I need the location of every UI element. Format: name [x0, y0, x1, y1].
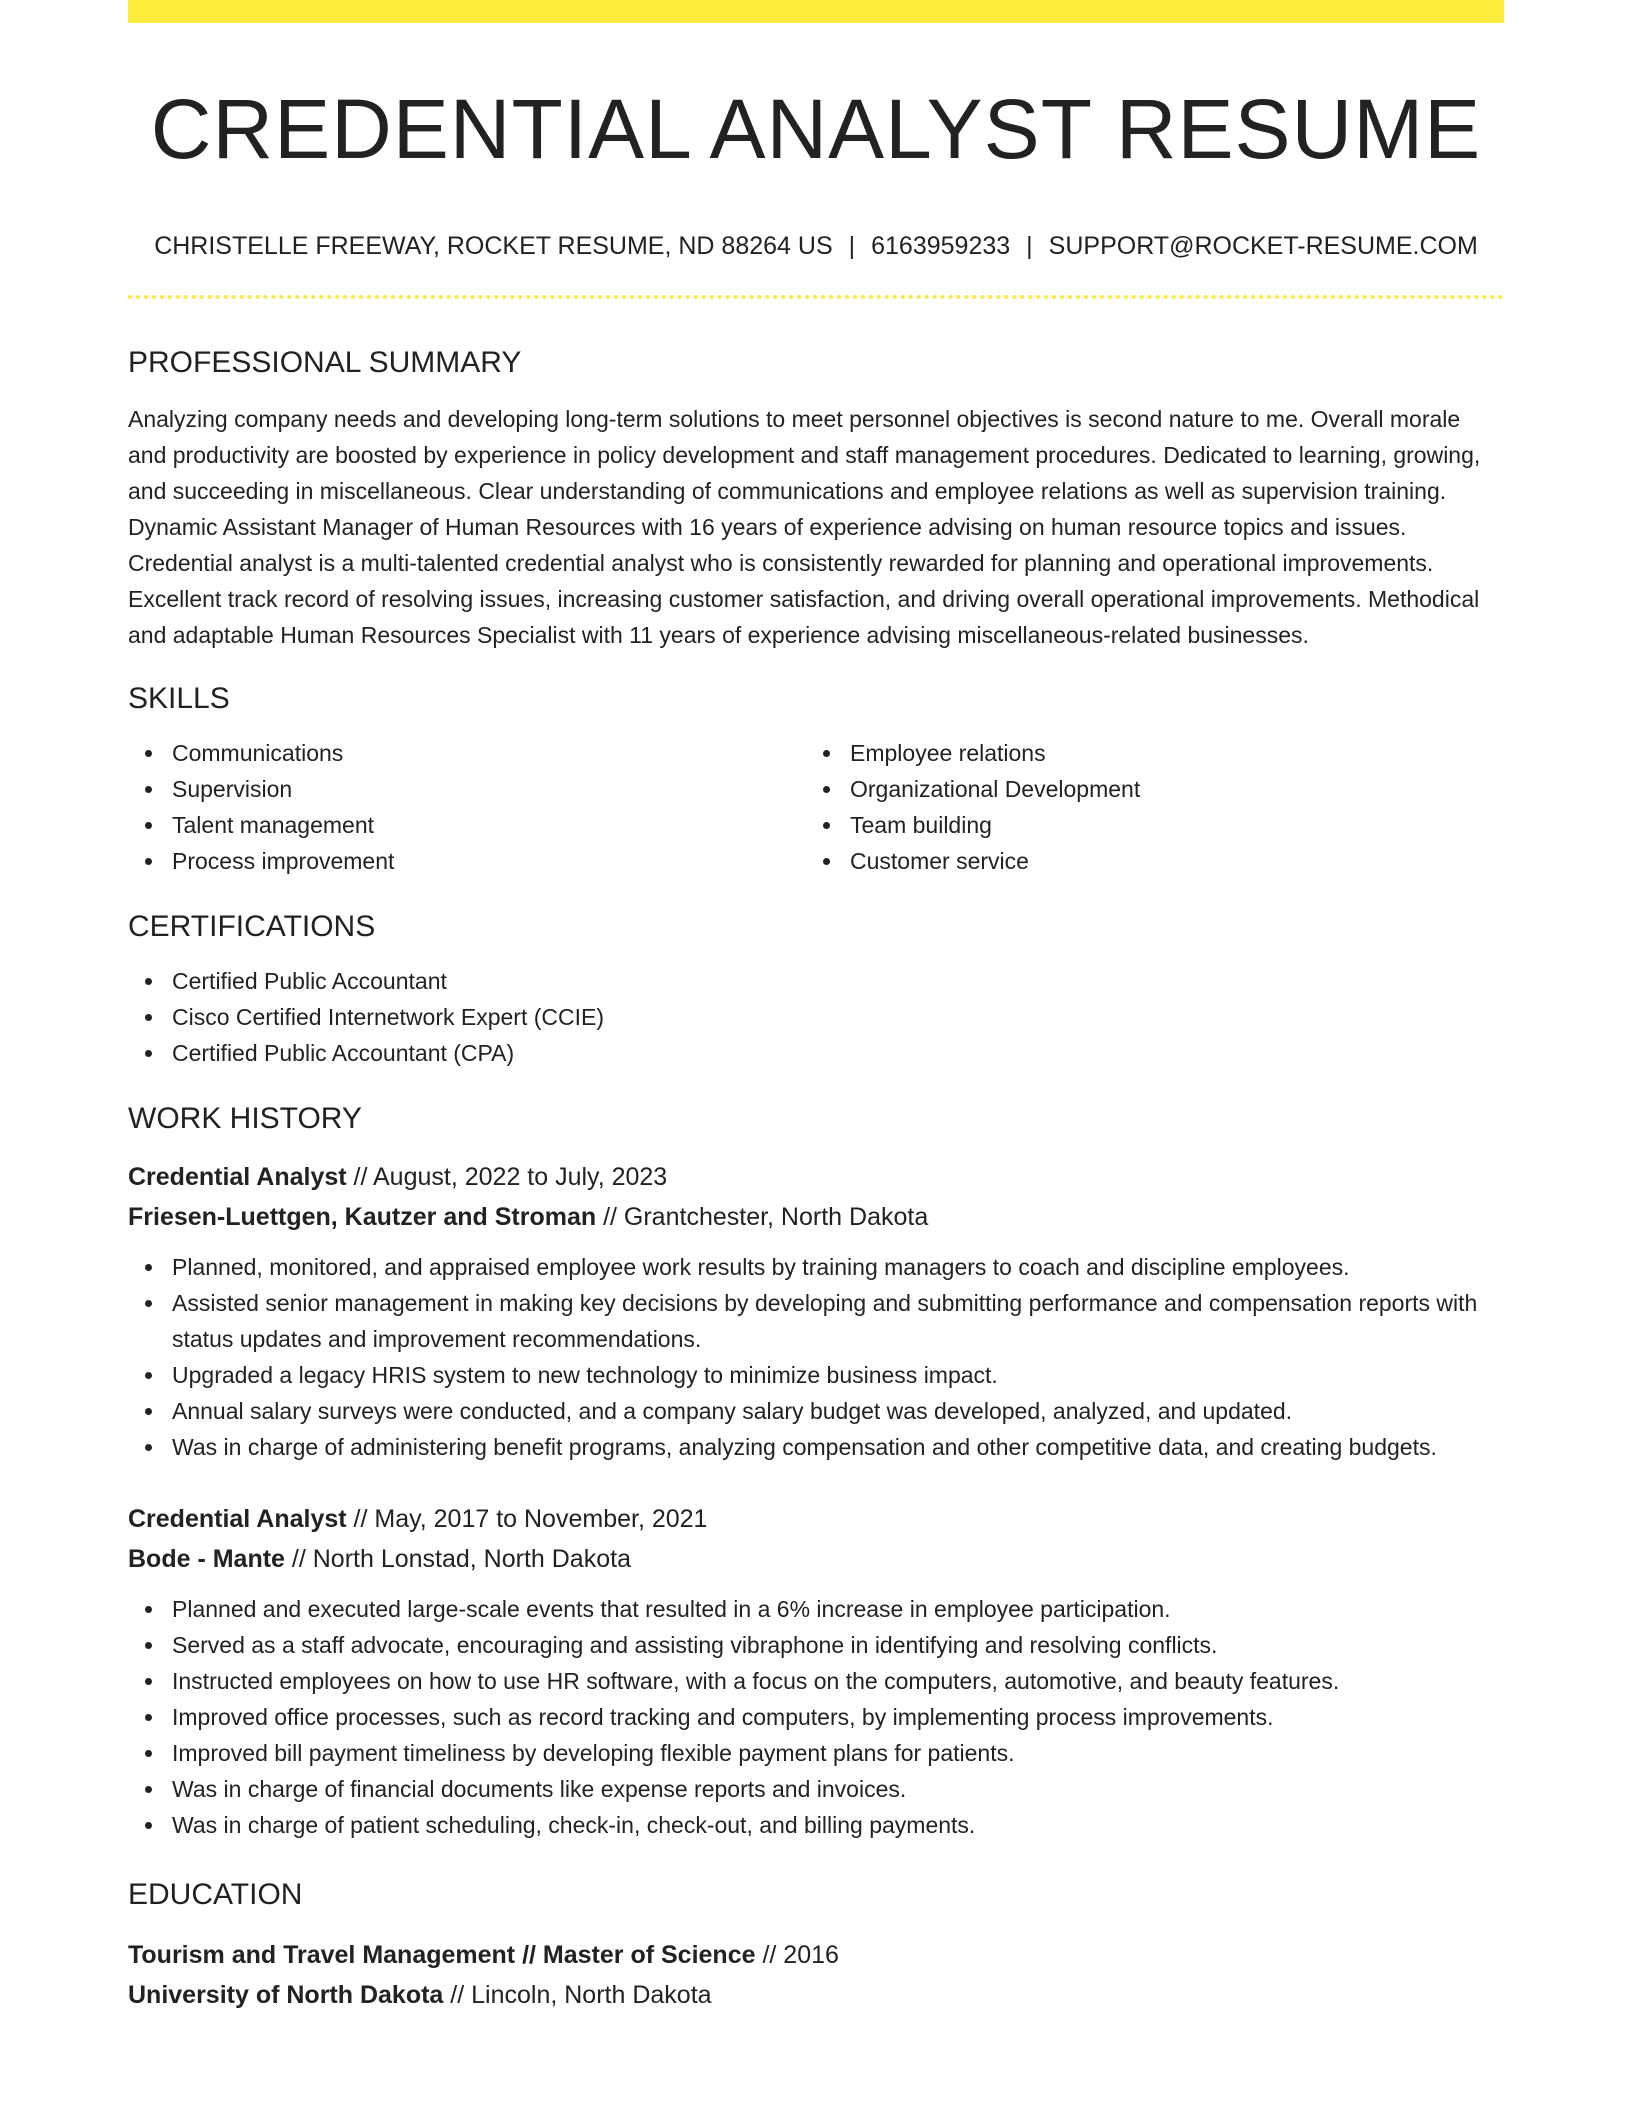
- certifications-list: [128, 963, 1504, 1071]
- skill-item: Process improvement: [128, 843, 806, 879]
- dotted-divider: [128, 295, 1504, 299]
- skills-list-left: [128, 735, 806, 879]
- job-bullet: Was in charge of administering benefit programs, analyzing compensation and other competitive data, and creating budgets.: [128, 1429, 1504, 1465]
- skills-columns: [128, 735, 1504, 879]
- job-location: // Grantchester, North Dakota: [603, 1203, 929, 1232]
- contact-address: CHRISTELLE FREEWAY, ROCKET RESUME, ND 88264 US: [154, 232, 833, 261]
- education-degree: Tourism and Travel Management // Master of Science: [128, 1941, 756, 1970]
- job-bullet: Annual salary surveys were conducted, and a company salary budget was developed, analyzed, and updated.: [128, 1393, 1504, 1429]
- job-bullet: Was in charge of patient scheduling, check-in, check-out, and billing payments.: [128, 1807, 1504, 1843]
- certification-item: Certified Public Accountant: [128, 963, 1504, 999]
- job-title: Credential Analyst: [128, 1505, 347, 1534]
- job-company: Friesen-Luettgen, Kautzer and Stroman: [128, 1203, 597, 1232]
- contact-line: [128, 231, 1504, 261]
- job-bullet: Planned and executed large-scale events that resulted in a 6% increase in employee participation.: [128, 1591, 1504, 1627]
- contact-phone: 6163959233: [871, 232, 1011, 261]
- job-bullet: Was in charge of financial documents like expense reports and invoices.: [128, 1771, 1504, 1807]
- job-location: // North Lonstad, North Dakota: [291, 1545, 631, 1574]
- job-dates: // May, 2017 to November, 2021: [353, 1505, 708, 1534]
- education-heading: EDUCATION: [128, 1878, 303, 1912]
- work-history-heading: WORK HISTORY: [128, 1102, 362, 1136]
- job-company-line: [128, 1197, 1504, 1237]
- job-bullet: Upgraded a legacy HRIS system to new technology to minimize business impact.: [128, 1357, 1504, 1393]
- skill-item: Talent management: [128, 807, 806, 843]
- certifications-heading: CERTIFICATIONS: [128, 910, 376, 944]
- education-degree-line: [128, 1935, 1504, 1975]
- job-bullet-list: [128, 1249, 1504, 1465]
- education-location: // Lincoln, North Dakota: [450, 1981, 712, 2010]
- job-bullet: Planned, monitored, and appraised employee work results by training managers to coach and discipline employees.: [128, 1249, 1504, 1285]
- education-school: University of North Dakota: [128, 1981, 444, 2010]
- resume-page: [128, 0, 1504, 2015]
- contact-separator: |: [848, 232, 856, 261]
- job-title: Credential Analyst: [128, 1163, 347, 1192]
- certification-item: Cisco Certified Internetwork Expert (CCIE): [128, 999, 1504, 1035]
- skill-item: Team building: [806, 807, 1484, 843]
- skill-item: Employee relations: [806, 735, 1484, 771]
- skill-item: Customer service: [806, 843, 1484, 879]
- summary-heading: PROFESSIONAL SUMMARY: [128, 346, 522, 380]
- job-bullet: Instructed employees on how to use HR software, with a focus on the computers, automotive, and beauty features.: [128, 1663, 1504, 1699]
- skill-item: Organizational Development: [806, 771, 1484, 807]
- education-school-line: [128, 1975, 1504, 2015]
- job-bullet: Served as a staff advocate, encouraging and assisting vibraphone in identifying and resolving conflicts.: [128, 1627, 1504, 1663]
- top-accent-bar: [128, 0, 1504, 23]
- job-company-line: [128, 1539, 1504, 1579]
- job-company: Bode - Mante: [128, 1545, 285, 1574]
- skill-item: Supervision: [128, 771, 806, 807]
- job-bullet: Assisted senior management in making key decisions by developing and submitting performance and compensation reports with status updates and improvement recommendations.: [128, 1285, 1504, 1357]
- job-title-line: [128, 1157, 1504, 1197]
- resume-title: CREDENTIAL ANALYST RESUME: [150, 82, 1482, 176]
- skills-heading: SKILLS: [128, 682, 230, 716]
- skills-list-right: [806, 735, 1484, 879]
- summary-text: Analyzing company needs and developing long-term solutions to meet personnel objectives is second nature to me. Overall morale and productivity are boosted by experience in policy development and staff management procedures. Dedicated to learning, growing, and succeeding in miscellaneous. Clear understanding of communications and employee relations as well as supervision training. Dynamic Assistant Manager of Human Resources with 16 years of experience advising on human resource topics and issues. Credential analyst is a multi-talented credential analyst who is consistently rewarded for planning and operational improvements. Excellent track record of resolving issues, increasing customer satisfaction, and driving overall operational improvements. Methodical and adaptable Human Resources Specialist with 11 years of experience advising miscellaneous-related businesses.: [128, 406, 1481, 649]
- certification-item: Certified Public Accountant (CPA): [128, 1035, 1504, 1071]
- job-dates: // August, 2022 to July, 2023: [353, 1163, 668, 1192]
- job-title-line: [128, 1499, 1504, 1539]
- contact-separator: |: [1026, 232, 1033, 261]
- job-bullet-list: [128, 1591, 1504, 1843]
- job-bullet: Improved bill payment timeliness by developing flexible payment plans for patients.: [128, 1735, 1504, 1771]
- contact-email: SUPPORT@ROCKET-RESUME.COM: [1048, 232, 1478, 261]
- education-year: // 2016: [762, 1941, 839, 1970]
- job-bullet: Improved office processes, such as record tracking and computers, by implementing process improvements.: [128, 1699, 1504, 1735]
- skill-item: Communications: [128, 735, 806, 771]
